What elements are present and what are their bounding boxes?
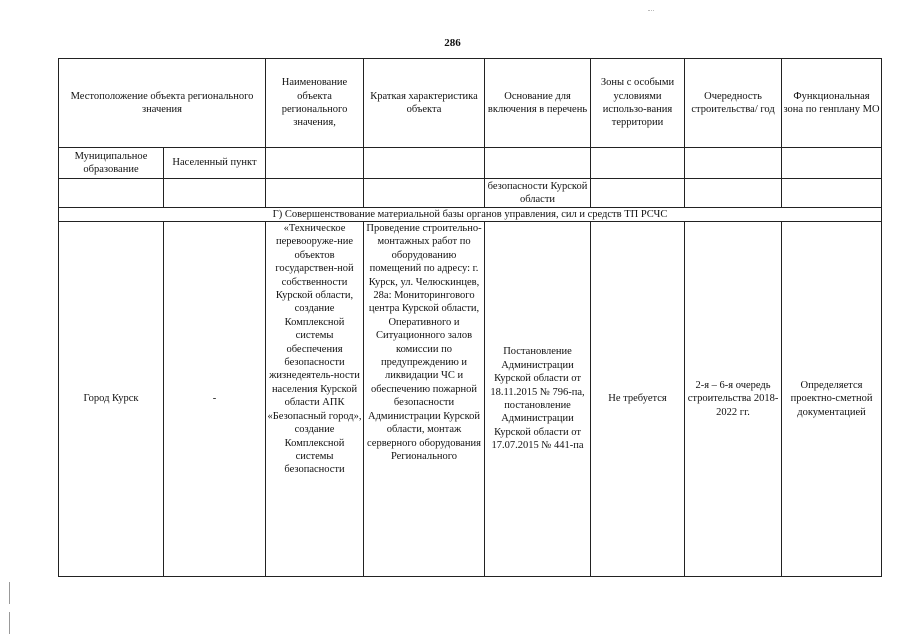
header-functional-zone: Функциональная зона по генплану МО: [782, 59, 882, 148]
cell-functional-zone: Определяется проектно-сметной документацией: [782, 222, 882, 577]
continuation-empty-cell: [59, 179, 164, 208]
header-name: Наименование объекта регионального значения,: [266, 59, 364, 148]
section-row: [59, 208, 882, 222]
continuation-empty-cell: [591, 179, 685, 208]
continuation-empty-cell: [782, 179, 882, 208]
header-priority: Очередность строительства/ год: [685, 59, 782, 148]
page-number: 286: [444, 37, 461, 49]
subheader-settlement: Населенный пункт: [164, 148, 266, 179]
section-title: Г) Совершенствование материальной базы органов управления, сил и средств ТП РСЧС: [59, 208, 882, 222]
header-basis: Основание для включения в перечень: [485, 59, 591, 148]
header-description: Краткая характеристика объекта: [364, 59, 485, 148]
header-location: Местоположение объекта регионального значения: [59, 59, 266, 148]
continuation-empty-cell: [364, 179, 485, 208]
subheader-empty-cell: [782, 148, 882, 179]
continuation-empty-cell: [266, 179, 364, 208]
cell-basis: Постановление Администрации Курской области от 18.11.2015 № 796-па, постановление Администрации Курской области от 17.07.2015 № 441-па: [485, 222, 591, 577]
subheader-empty-cell: [266, 148, 364, 179]
cell-description: Проведение строительно-монтажных работ по оборудованию помещений по адресу: г. Курск, ул. Челюскинцев, 28а: Мониторингового центра Курской области, Оперативного и Ситуационного залов комиссии по предупреждению и ликвидации ЧС и обеспечению пожарной безопасности Администрации Курской области, монтаж серверного оборудования Регионального: [364, 222, 485, 577]
continuation-empty-cell: [164, 179, 266, 208]
subheader-municipality: Муниципальное образование: [59, 148, 164, 179]
cell-priority: 2-я – 6-я очередь строительства 2018-2022 гг.: [685, 222, 782, 577]
cell-settlement: -: [164, 222, 266, 577]
header-row: [59, 59, 882, 148]
subheader-row: [59, 148, 882, 179]
cell-object-name: «Техническое перевооруже-ние объектов государствен-ной собственности Курской области, создание Комплексной системы обеспечения безопасности жизнедеятель-ности населения Курской области АПК «Безопасный город», создание Комплексной системы безопасности: [266, 222, 364, 577]
cell-municipality: Город Курск: [59, 222, 164, 577]
scan-margin-mark: [9, 612, 10, 634]
subheader-empty-cell: [485, 148, 591, 179]
subheader-empty-cell: [364, 148, 485, 179]
continuation-row: [59, 179, 882, 208]
scan-specks: [648, 10, 654, 13]
subheader-empty-cell: [685, 148, 782, 179]
scan-margin-mark: [9, 582, 10, 604]
header-zones: Зоны с особыми условиями использо-вания территории: [591, 59, 685, 148]
continuation-description: безопасности Курской области: [485, 179, 591, 208]
table-row: [59, 222, 882, 577]
subheader-empty-cell: [591, 148, 685, 179]
objects-table: [58, 58, 882, 577]
cell-zones: Не требуется: [591, 222, 685, 577]
continuation-empty-cell: [685, 179, 782, 208]
